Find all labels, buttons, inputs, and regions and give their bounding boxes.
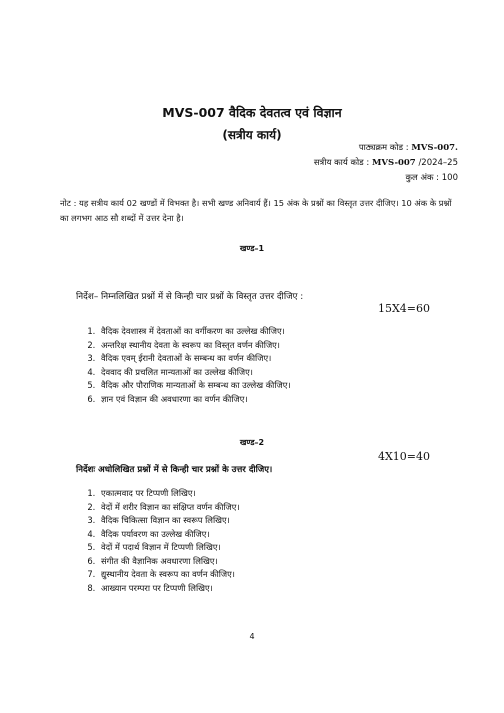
question-item: 4. वैदिक पर्यावरण का उल्लेख कीजिए। bbox=[98, 528, 240, 542]
question-item: 6. संगीत की वैज्ञानिक अवधारणा लिखिए। bbox=[98, 555, 240, 569]
assignment-code-suffix: /2024–25 bbox=[418, 158, 458, 168]
question-item: 2. वेदों में शरीर विज्ञान का संक्षिप्त वर्णन कीजिए। bbox=[98, 501, 240, 515]
document-subtitle: (सत्रीय कार्य) bbox=[222, 128, 282, 142]
question-item: 5. वेदों में पदार्थ विज्ञान में टिप्पणी लिखिए। bbox=[98, 541, 240, 555]
course-code-label: पाठ्यक्रम कोड : bbox=[358, 143, 409, 153]
question-item: 2. अन्तरिक्ष स्थानीय देवता के स्वरूप का विस्तृत वर्णन कीजिए। bbox=[98, 339, 291, 353]
question-item: 1. एकात्मवाद पर टिप्पणी लिखिए। bbox=[98, 487, 240, 501]
assignment-code-line bbox=[314, 156, 458, 170]
assignment-code-value: MVS-007 bbox=[372, 158, 416, 168]
section-1-marks: 15X4=60 bbox=[377, 302, 430, 315]
assignment-note: नोट : यह सत्रीय कार्य 02 खण्डों में विभक्त है। सभी खण्ड अनिवार्य हैं। 15 अंक के प्रश्नों का विस्तृत उत्तर दीजिए। 10 अंक के प्रश्नों का लगभग आठ सौ शब्दों में उत्तर देना है। bbox=[60, 198, 452, 223]
page-number: 4 bbox=[249, 632, 255, 641]
section-1-instruction: निर्देश– निम्नलिखित प्रश्नों में से किन्ही चार प्रश्नों के विस्तृत उत्तर दीजिए : bbox=[76, 292, 304, 302]
section-2-instruction: निर्देशः अधोलिखित प्रश्नों में से किन्ही चार प्रश्नों के उत्तर दीजिए। bbox=[76, 465, 273, 475]
section-1-heading: खण्ड–1 bbox=[239, 244, 265, 253]
total-marks-value: 100 bbox=[441, 173, 458, 183]
total-marks-line bbox=[405, 171, 458, 185]
section-1-question-list bbox=[82, 325, 291, 406]
question-item: 4. देववाद की प्रचलित मान्यताओं का उल्लेख कीजिए। bbox=[98, 366, 291, 380]
course-code-line bbox=[359, 141, 458, 155]
section-2-marks: 4X10=40 bbox=[377, 450, 430, 463]
question-item: 3. वैदिक चिकित्सा विज्ञान का स्वरूप लिखिए। bbox=[98, 514, 240, 528]
question-item: 3. वैदिक एवम् ईरानी देवताओं के सम्बन्ध का वर्णन कीजिए। bbox=[98, 352, 291, 366]
assignment-code-label: सत्रीय कार्य कोड : bbox=[313, 158, 370, 168]
section-2-heading: खण्ड–2 bbox=[239, 438, 265, 447]
question-item: 7. द्युस्थानीय देवता के स्वरूप का वर्णन कीजिए। bbox=[98, 568, 240, 582]
question-item: 6. ज्ञान एवं विज्ञान की अवधारणा का वर्णन कीजिए। bbox=[98, 393, 291, 407]
section-2-question-list bbox=[82, 487, 240, 595]
total-marks-label: कुल अंक : bbox=[405, 173, 440, 183]
course-code-value: MVS-007. bbox=[411, 143, 458, 153]
question-item: 1. वैदिक देवशास्त्र में देवताओं का वर्गीकरण का उल्लेख कीजिए। bbox=[98, 325, 291, 339]
question-item: 8. आख्यान परम्परा पर टिप्पणी लिखिए। bbox=[98, 582, 240, 596]
document-title: MVS-007 वैदिक देवतत्व एवं विज्ञान bbox=[162, 105, 342, 120]
question-item: 5. वैदिक और पौराणिक मान्यताओं के सम्बन्ध का उल्लेख कीजिए। bbox=[98, 379, 291, 393]
